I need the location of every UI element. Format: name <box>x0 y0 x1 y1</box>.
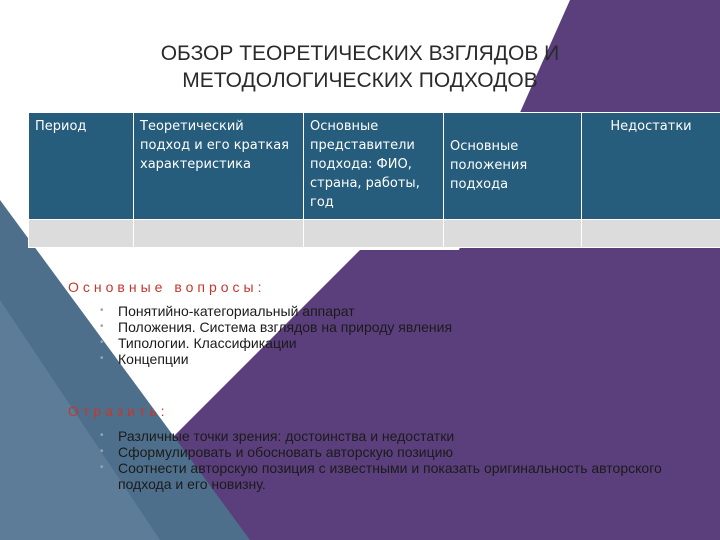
header-period <box>29 113 134 220</box>
title-line-1: ОБЗОР ТЕОРЕТИЧЕСКИХ ВЗГЛЯДОВ И <box>160 42 560 65</box>
title-line-2: МЕТОДОЛОГИЧЕСКИХ ПОДХОДОВ <box>182 69 538 92</box>
questions-heading: Основные вопросы: <box>68 279 266 295</box>
page-title <box>100 40 620 94</box>
header-drawbacks <box>582 113 720 220</box>
list-item: • Соотнести авторскую позиция с известными и показать оригинальность авторского подхода и его новизну. <box>100 460 690 492</box>
table-cell <box>444 220 582 248</box>
table-row <box>29 220 720 248</box>
header-period-label: Период <box>35 119 87 134</box>
list-item: • Различные точки зрения: достоинства и недостатки <box>100 428 690 444</box>
list-item: • Понятийно-категориальный аппарат <box>100 303 452 319</box>
header-theory-label: Теоретический подход и его краткая характеристика <box>140 119 289 172</box>
list-item: • Сформулировать и обосновать авторскую позицию <box>100 444 690 460</box>
reflect-list <box>100 428 690 492</box>
table-cell <box>304 220 444 248</box>
header-theory <box>134 113 304 220</box>
overview-table <box>28 112 720 248</box>
table-cell <box>582 220 720 248</box>
list-item: • Положения. Система взглядов на природу явления <box>100 319 452 335</box>
table-header-row <box>29 113 720 220</box>
list-item: • Концепции <box>100 351 452 367</box>
questions-list <box>100 303 452 367</box>
list-item: • Типологии. Классификации <box>100 335 452 351</box>
table-cell <box>134 220 304 248</box>
table-cell <box>29 220 134 248</box>
header-provisions-label: Основные положения подхода <box>450 139 528 192</box>
reflect-heading: Отразить: <box>68 403 169 419</box>
header-representatives-label: Основные представители подхода: ФИО, страна, работы, год <box>310 119 420 210</box>
header-representatives <box>304 113 444 220</box>
header-drawbacks-label: Недостатки <box>610 119 692 134</box>
header-provisions <box>444 113 582 220</box>
